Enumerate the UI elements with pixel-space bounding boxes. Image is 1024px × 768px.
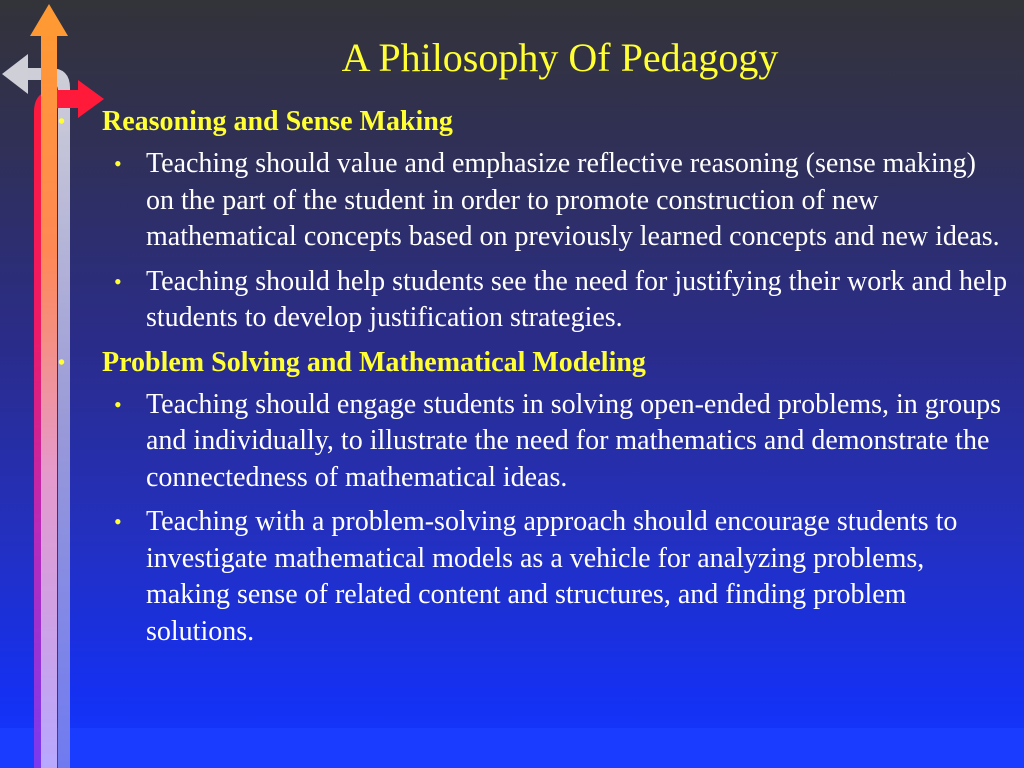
bullet-icon: •: [58, 351, 66, 374]
bullet-icon: •: [114, 151, 122, 176]
slide-content: [58, 104, 1008, 658]
slide-title: A Philosophy Of Pedagogy: [341, 35, 779, 80]
section-heading: [58, 104, 1008, 140]
list-item-text: Teaching should help students see the need for justifying their work and help students to develop justification strategies.: [146, 265, 1008, 333]
list-item: [58, 387, 1008, 497]
list-item: [58, 146, 1008, 256]
bottom-band: [0, 728, 1024, 768]
list-item-text: Teaching should value and emphasize reflective reasoning (sense making) on the part of the student in order to promote construction of new mathematical concepts based on previously learned concepts and new ideas.: [146, 148, 1000, 252]
section-problem-solving: [58, 345, 1008, 651]
list-item-text: Teaching with a problem-solving approach should encourage students to investigate mathematical models as a vehicle for analyzing problems, making sense of related content and structures, and finding problem solutions.: [146, 506, 958, 647]
list-item: [58, 264, 1008, 337]
bullet-icon: •: [58, 111, 66, 133]
section-heading: [58, 345, 1008, 381]
sub-list: [58, 387, 1008, 651]
list-item-text: Teaching should engage students in solving open-ended problems, in groups and individually, to illustrate the need for mathematics and demonstrate the connectedness of mathematical ideas.: [146, 388, 1001, 493]
bullet-icon: •: [114, 509, 122, 534]
sub-list: [58, 146, 1008, 337]
section-heading-text: Problem Solving and Mathematical Modeling: [102, 346, 646, 378]
list-item: [58, 504, 1008, 650]
section-reasoning: [58, 104, 1008, 337]
section-heading-text: Reasoning and Sense Making: [102, 106, 453, 137]
bullet-icon: •: [114, 268, 122, 294]
bullet-icon: •: [114, 391, 122, 417]
